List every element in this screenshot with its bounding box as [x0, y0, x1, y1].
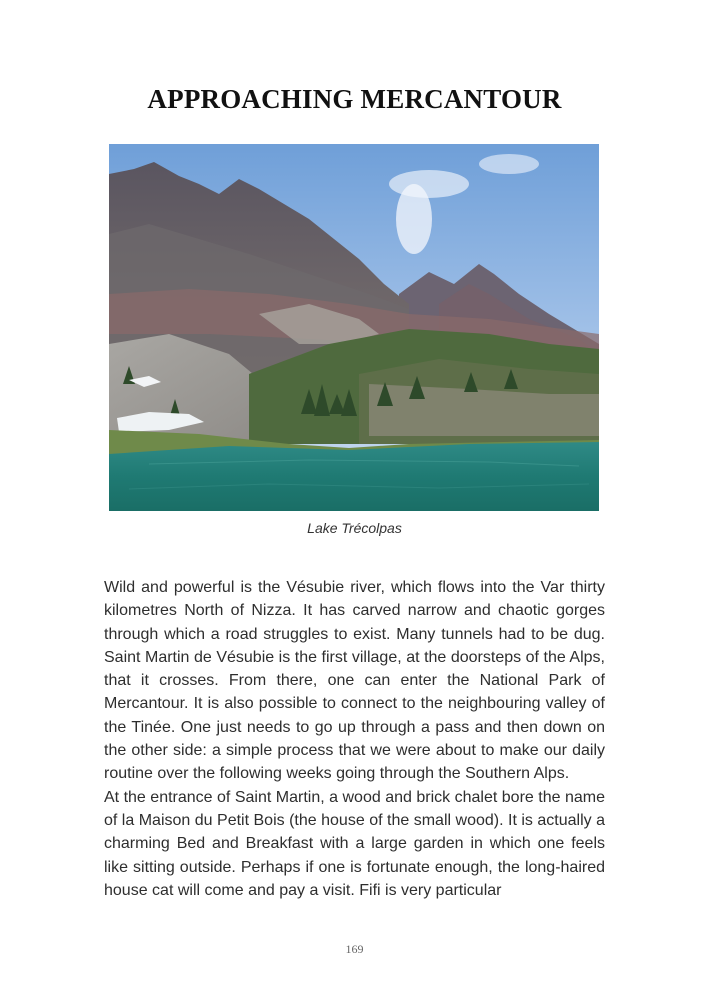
body-text: [104, 576, 605, 902]
paragraph: Wild and powerful is the Vésubie river, which flows into the Var thirty kilometres North of Nizza. It has carved narrow and chaotic gorges through which a road struggles to exist. Many tunnels had to be dug. Saint Martin de Vésubie is the first village, at the doorsteps of the Alps, that it crosses. From there, one can enter the National Park of Mercantour. It is also possible to connect to the neighbouring valley of the Tinée. One just needs to go up through a pass and then down on the other side: a simple process that we were about to make our daily routine over the following weeks going through the Southern Alps.: [104, 579, 605, 783]
page-title: APPROACHING MERCANTOUR: [147, 84, 562, 114]
photo-caption: Lake Trécolpas: [307, 520, 402, 536]
lake-photo: [109, 144, 599, 511]
page-number: 169: [345, 942, 364, 956]
paragraph: At the entrance of Saint Martin, a wood and brick chalet bore the name of la Maison du Petit Bois (the house of the small wood). It is actually a charming Bed and Breakfast with a large garden in which one feels like sitting outside. Perhaps if one is fortunate enough, the long-haired house cat will come and pay a visit. Fifi is very particular: [104, 788, 605, 899]
